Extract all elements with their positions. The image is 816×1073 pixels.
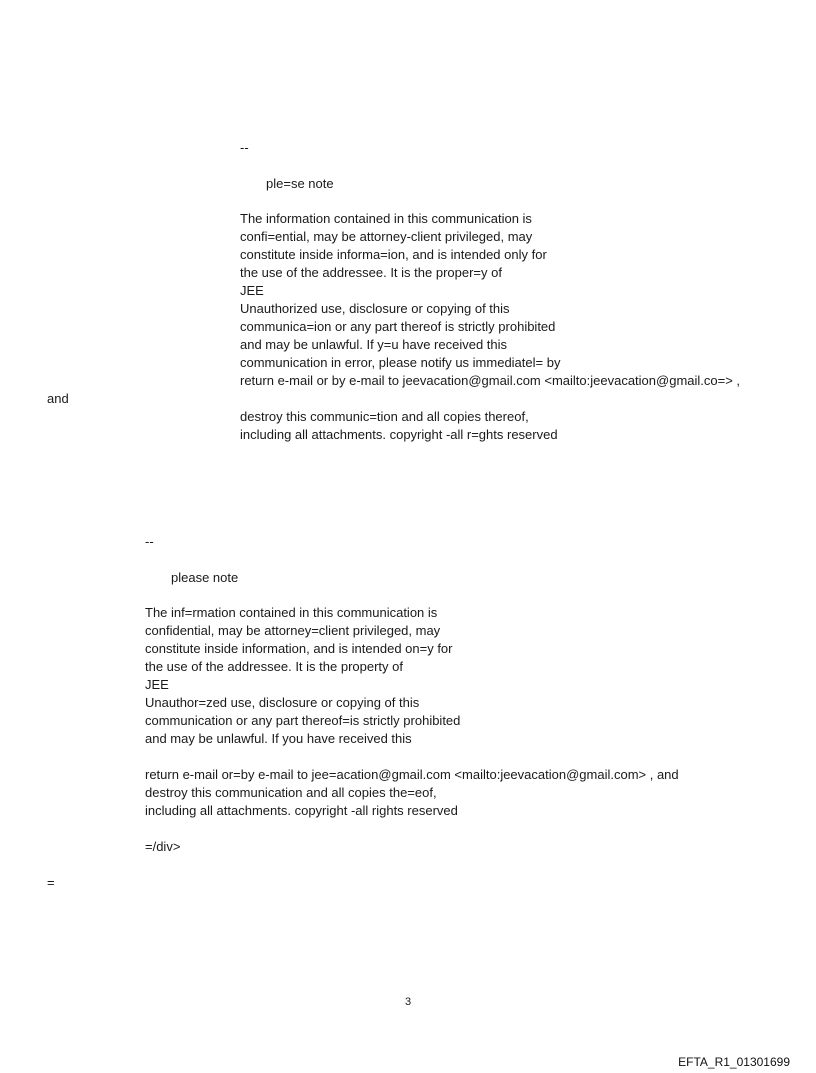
closing-tag-text: =/div> — [145, 839, 181, 854]
notice-line: JEE — [145, 677, 169, 692]
notice-line: return e-mail or=by e-mail to jee=acation@gmail.com <mailto:jeevacation@gmail.com> , and — [145, 767, 679, 782]
page-number: 3 — [404, 996, 412, 1008]
separator-2: -- — [145, 534, 154, 549]
notice-line: communication or any part thereof=is strictly prohibited — [145, 713, 461, 728]
notice-line: communica=ion or any part thereof is strictly prohibited — [240, 319, 556, 334]
notice-line: The inf=rmation contained in this communication is — [145, 605, 438, 620]
notice-line: and may be unlawful. If you have received this — [145, 731, 412, 746]
notice-line: destroy this communic=tion and all copies thereof, — [240, 409, 529, 424]
notice-line: destroy this communication and all copies the=eof, — [145, 785, 437, 800]
notice-line: constitute inside informa=ion, and is intended only for — [240, 247, 547, 262]
notice-heading-2: please note — [171, 570, 239, 585]
notice-line: constitute inside information, and is intended on=y for — [145, 641, 453, 656]
notice-line: Unauthor=zed use, disclosure or copying of this — [145, 695, 420, 710]
notice-line: confidential, may be attorney=client privileged, may — [145, 623, 441, 638]
notice-line: return e-mail or by e-mail to jeevacation@gmail.com <mailto:jeevacation@gmail.co=> , — [240, 373, 741, 388]
notice-line: the use of the addressee. It is the proper=y of — [240, 265, 502, 280]
notice-line: including all attachments. copyright -all rights reserved — [145, 803, 458, 818]
wrapped-word: and — [47, 391, 69, 406]
notice-heading-1: ple=se note — [266, 176, 334, 191]
notice-line: Unauthorized use, disclosure or copying of this — [240, 301, 510, 316]
trailing-equals: = — [47, 875, 55, 890]
separator-1: -- — [240, 140, 249, 155]
notice-line: and may be unlawful. If y=u have received this — [240, 337, 508, 352]
notice-line: JEE — [240, 283, 264, 298]
notice-line: The information contained in this communication is — [240, 211, 532, 226]
notice-line: communication in error, please notify us immediatel= by — [240, 355, 561, 370]
document-reference: EFTA_R1_01301699 — [678, 1055, 790, 1069]
notice-line: confi=ential, may be attorney-client privileged, may — [240, 229, 533, 244]
notice-line: the use of the addressee. It is the property of — [145, 659, 403, 674]
notice-line: including all attachments. copyright -all r=ghts reserved — [240, 427, 558, 442]
